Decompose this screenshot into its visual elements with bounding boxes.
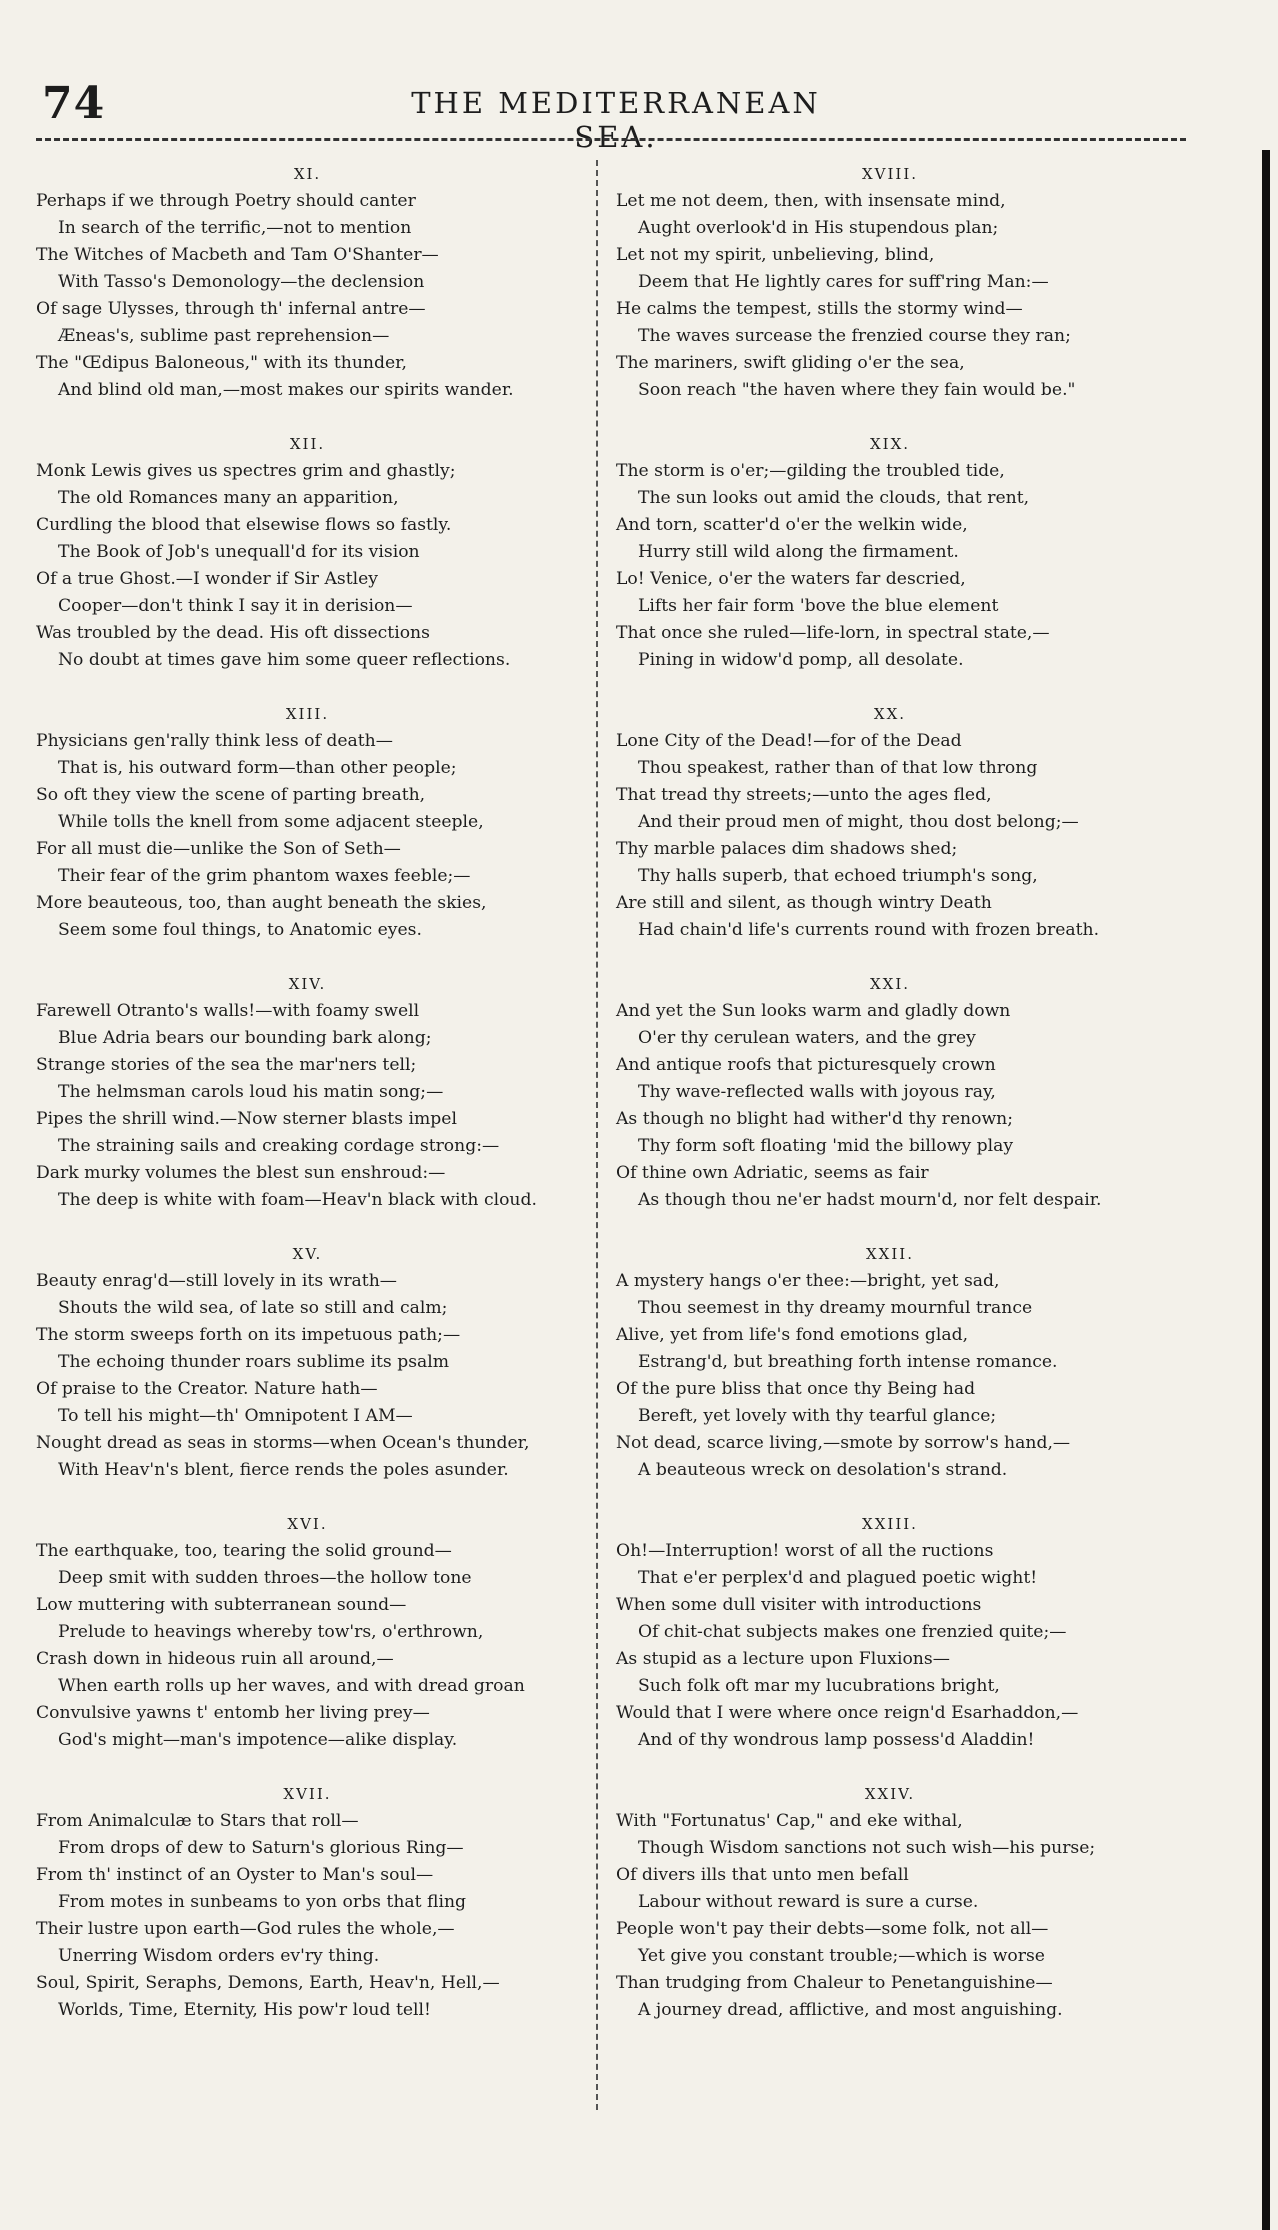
verse-line: With "Fortunatus' Cap," and eke withal, <box>616 1811 963 1831</box>
verse-line: Seem some foul things, to Anatomic eyes. <box>58 920 422 940</box>
verse-line: A journey dread, afflictive, and most anguishing. <box>638 2000 1063 2020</box>
verse-line: While tolls the knell from some adjacent steeple, <box>58 812 484 832</box>
verse-line: And torn, scatter'd o'er the welkin wide, <box>616 515 968 535</box>
verse-line: God's might—man's impotence—alike display. <box>58 1730 458 1750</box>
verse-line: He calms the tempest, stills the stormy wind— <box>616 299 1023 319</box>
verse-line: Of chit-chat subjects makes one frenzied quite;— <box>638 1622 1067 1642</box>
verse-line: In search of the terrific,—not to mention <box>58 218 412 238</box>
verse-line: Had chain'd life's currents round with frozen breath. <box>638 920 1100 940</box>
verse-line: The deep is white with foam—Heav'n black with cloud. <box>58 1190 537 1210</box>
verse-line: As though no blight had wither'd thy renown; <box>616 1109 1014 1129</box>
verse-line: Dark murky volumes the blest sun enshroud:— <box>36 1163 446 1183</box>
verse-line: More beauteous, too, than aught beneath the skies, <box>36 893 487 913</box>
verse-line: Aught overlook'd in His stupendous plan; <box>638 218 999 238</box>
stanza-numeral: XVIII. <box>861 165 919 183</box>
verse-line: The echoing thunder roars sublime its psalm <box>58 1352 450 1372</box>
stanza-numeral: XI. <box>293 165 322 183</box>
verse-line: And antique roofs that picturesquely crown <box>616 1055 996 1075</box>
verse-line: Not dead, scarce living,—smote by sorrow's hand,— <box>616 1433 1071 1453</box>
stanza-numeral: XV. <box>292 1245 323 1263</box>
verse-line: That once she ruled—life-lorn, in spectral state,— <box>616 623 1050 643</box>
stanza <box>610 970 1170 1214</box>
verse-line: That e'er perplex'd and plagued poetic wight! <box>638 1568 1038 1588</box>
stanza <box>30 430 585 674</box>
verse-line: The waves surcease the frenzied course they ran; <box>638 326 1071 346</box>
verse-line: Soul, Spirit, Seraphs, Demons, Earth, Heav'n, Hell,— <box>36 1973 500 1993</box>
verse-line: The sun looks out amid the clouds, that rent, <box>638 488 1030 508</box>
stanza-numeral: XVII. <box>283 1785 332 1803</box>
verse-line: Lo! Venice, o'er the waters far descried, <box>616 569 966 589</box>
verse-line: Curdling the blood that elsewise flows so fastly. <box>36 515 452 535</box>
verse-line: And yet the Sun looks warm and gladly down <box>616 1001 1011 1021</box>
verse-line: Such folk oft mar my lucubrations bright, <box>638 1676 1000 1696</box>
verse-line: When some dull visiter with introductions <box>616 1595 982 1615</box>
verse-line: The "Œdipus Baloneous," with its thunder, <box>36 353 407 373</box>
stanza <box>30 1240 585 1484</box>
stanza <box>610 1240 1170 1484</box>
verse-line: Let me not deem, then, with insensate mind, <box>616 191 1006 211</box>
verse-line: Convulsive yawns t' entomb her living prey— <box>36 1703 430 1723</box>
verse-line: Thy marble palaces dim shadows shed; <box>616 839 958 859</box>
verse-line: Of divers ills that unto men befall <box>616 1865 909 1885</box>
verse-line: Are still and silent, as though wintry Death <box>616 893 992 913</box>
stanza-numeral: XIX. <box>869 435 911 453</box>
verse-line: Lifts her fair form 'bove the blue element <box>638 596 999 616</box>
verse-line: Thy wave-reflected walls with joyous ray, <box>638 1082 996 1102</box>
verse-line: Physicians gen'rally think less of death— <box>36 731 393 751</box>
right-column <box>610 160 1170 2024</box>
verse-line: Of a true Ghost.—I wonder if Sir Astley <box>36 569 379 589</box>
verse-line: From drops of dew to Saturn's glorious Ring— <box>58 1838 464 1858</box>
stanza <box>610 1510 1170 1754</box>
verse-line: A beauteous wreck on desolation's strand. <box>638 1460 1008 1480</box>
verse-line: As stupid as a lecture upon Fluxions— <box>616 1649 950 1669</box>
verse-line: Their lustre upon earth—God rules the whole,— <box>36 1919 455 1939</box>
verse-line: From motes in sunbeams to yon orbs that fling <box>58 1892 467 1912</box>
verse-line: Thy form soft floating 'mid the billowy play <box>638 1136 1014 1156</box>
verse-line: Was troubled by the dead. His oft dissections <box>36 623 430 643</box>
verse-line: Of thine own Adriatic, seems as fair <box>616 1163 929 1183</box>
verse-line: Pipes the shrill wind.—Now sterner blasts impel <box>36 1109 457 1129</box>
verse-line: The storm is o'er;—gilding the troubled tide, <box>616 461 1005 481</box>
verse-line: That tread thy streets;—unto the ages fled, <box>616 785 992 805</box>
verse-line: To tell his might—th' Omnipotent I AM— <box>58 1406 413 1426</box>
verse-line: And blind old man,—most makes our spirits wander. <box>58 380 514 400</box>
stanza <box>610 160 1170 404</box>
verse-line: Beauty enrag'd—still lovely in its wrath— <box>36 1271 397 1291</box>
verse-line: Hurry still wild along the firmament. <box>638 542 959 562</box>
stanza-numeral: XXIV. <box>864 1785 916 1803</box>
verse-line: When earth rolls up her waves, and with dread groan <box>58 1676 525 1696</box>
stanza-numeral: XXII. <box>866 1245 914 1263</box>
verse-line: Perhaps if we through Poetry should canter <box>36 191 416 211</box>
verse-line: Unerring Wisdom orders ev'ry thing. <box>58 1946 380 1966</box>
verse-line: Monk Lewis gives us spectres grim and ghastly; <box>36 461 456 481</box>
header-rule <box>36 138 1186 141</box>
page-number: 74 <box>42 78 106 129</box>
verse-line: With Heav'n's blent, fierce rends the poles asunder. <box>58 1460 509 1480</box>
verse-line: Shouts the wild sea, of late so still and calm; <box>58 1298 448 1318</box>
stanza-numeral: XX. <box>873 705 907 723</box>
column-divider <box>596 160 598 2110</box>
stanza-numeral: XVI. <box>287 1515 328 1533</box>
stanza-numeral: XIII. <box>285 705 330 723</box>
stanza <box>610 430 1170 674</box>
verse-line: The mariners, swift gliding o'er the sea, <box>616 353 965 373</box>
verse-line: Than trudging from Chaleur to Penetanguishine— <box>616 1973 1053 1993</box>
verse-line: From th' instinct of an Oyster to Man's soul— <box>36 1865 434 1885</box>
left-column <box>30 160 585 2024</box>
verse-line: Their fear of the grim phantom waxes feeble;— <box>58 866 471 886</box>
verse-line: Cooper—don't think I say it in derision— <box>58 596 413 616</box>
verse-line: O'er thy cerulean waters, and the grey <box>638 1028 976 1048</box>
verse-line: Thou seemest in thy dreamy mournful trance <box>638 1298 1033 1318</box>
verse-line: Oh!—Interruption! worst of all the ructions <box>616 1541 994 1561</box>
verse-line: The Book of Job's unequall'd for its vision <box>58 542 420 562</box>
verse-line: Strange stories of the sea the mar'ners tell; <box>36 1055 417 1075</box>
verse-line: Blue Adria bears our bounding bark along; <box>58 1028 432 1048</box>
verse-line: Æneas's, sublime past reprehension— <box>58 326 390 346</box>
verse-line: Pining in widow'd pomp, all desolate. <box>638 650 964 670</box>
stanza <box>30 1780 585 2024</box>
verse-line: Farewell Otranto's walls!—with foamy swell <box>36 1001 420 1021</box>
page-header <box>36 72 1196 154</box>
stanza <box>610 1780 1170 2024</box>
verse-line: With Tasso's Demonology—the declension <box>58 272 425 292</box>
page-edge <box>1262 150 1270 2230</box>
stanza-numeral: XXI. <box>869 975 911 993</box>
stanza-numeral: XXIII. <box>862 1515 918 1533</box>
verse-line: Lone City of the Dead!—for of the Dead <box>616 731 962 751</box>
verse-line: The old Romances many an apparition, <box>58 488 399 508</box>
verse-line: From Animalculæ to Stars that roll— <box>36 1811 359 1831</box>
verse-line: Low muttering with subterranean sound— <box>36 1595 407 1615</box>
verse-line: No doubt at times gave him some queer reflections. <box>58 650 511 670</box>
stanza <box>30 970 585 1214</box>
verse-line: Of sage Ulysses, through th' infernal antre— <box>36 299 426 319</box>
verse-line: Deem that He lightly cares for suff'ring Man:— <box>638 272 1049 292</box>
verse-line: Let not my spirit, unbelieving, blind, <box>616 245 935 265</box>
verse-line: Estrang'd, but breathing forth intense romance. <box>638 1352 1058 1372</box>
verse-line: Prelude to heavings whereby tow'rs, o'erthrown, <box>58 1622 484 1642</box>
verse-line: Crash down in hideous ruin all around,— <box>36 1649 394 1669</box>
verse-line: People won't pay their debts—some folk, not all— <box>616 1919 1049 1939</box>
stanza-numeral: XII. <box>289 435 326 453</box>
verse-line: Would that I were where once reign'd Esarhaddon,— <box>616 1703 1079 1723</box>
verse-line: Though Wisdom sanctions not such wish—his purse; <box>638 1838 1096 1858</box>
verse-line: So oft they view the scene of parting breath, <box>36 785 426 805</box>
verse-line: The straining sails and creaking cordage strong:— <box>58 1136 500 1156</box>
verse-line: The storm sweeps forth on its impetuous path;— <box>36 1325 461 1345</box>
verse-line: The helmsman carols loud his matin song;— <box>58 1082 444 1102</box>
verse-line: Of the pure bliss that once thy Being had <box>616 1379 976 1399</box>
stanza-numeral: XIV. <box>288 975 327 993</box>
stanza <box>30 1510 585 1754</box>
verse-line: Labour without reward is sure a curse. <box>638 1892 979 1912</box>
stanza <box>30 700 585 944</box>
verse-line: And their proud men of might, thou dost belong;— <box>638 812 1079 832</box>
verse-line: Yet give you constant trouble;—which is worse <box>638 1946 1045 1966</box>
verse-line: For all must die—unlike the Son of Seth— <box>36 839 401 859</box>
verse-line: Thou speakest, rather than of that low throng <box>638 758 1038 778</box>
verse-line: Thy halls superb, that echoed triumph's song, <box>638 866 1038 886</box>
verse-line: Alive, yet from life's fond emotions glad, <box>616 1325 969 1345</box>
running-title: THE MEDITERRANEAN SEA. <box>411 86 821 154</box>
verse-line: A mystery hangs o'er thee:—bright, yet sad, <box>616 1271 1000 1291</box>
verse-line: Deep smit with sudden throes—the hollow tone <box>58 1568 472 1588</box>
verse-line: Nought dread as seas in storms—when Ocean's thunder, <box>36 1433 530 1453</box>
verse-line: The earthquake, too, tearing the solid ground— <box>36 1541 452 1561</box>
verse-line: And of thy wondrous lamp possess'd Aladdin! <box>638 1730 1035 1750</box>
verse-line: Soon reach "the haven where they fain would be." <box>638 380 1076 400</box>
verse-line: Of praise to the Creator. Nature hath— <box>36 1379 378 1399</box>
stanza <box>30 160 585 404</box>
verse-line: Worlds, Time, Eternity, His pow'r loud tell! <box>58 2000 431 2020</box>
verse-line: The Witches of Macbeth and Tam O'Shanter— <box>36 245 439 265</box>
verse-line: That is, his outward form—than other people; <box>58 758 457 778</box>
stanza <box>610 700 1170 944</box>
verse-line: Bereft, yet lovely with thy tearful glance; <box>638 1406 997 1426</box>
verse-line: As though thou ne'er hadst mourn'd, nor felt despair. <box>638 1190 1102 1210</box>
